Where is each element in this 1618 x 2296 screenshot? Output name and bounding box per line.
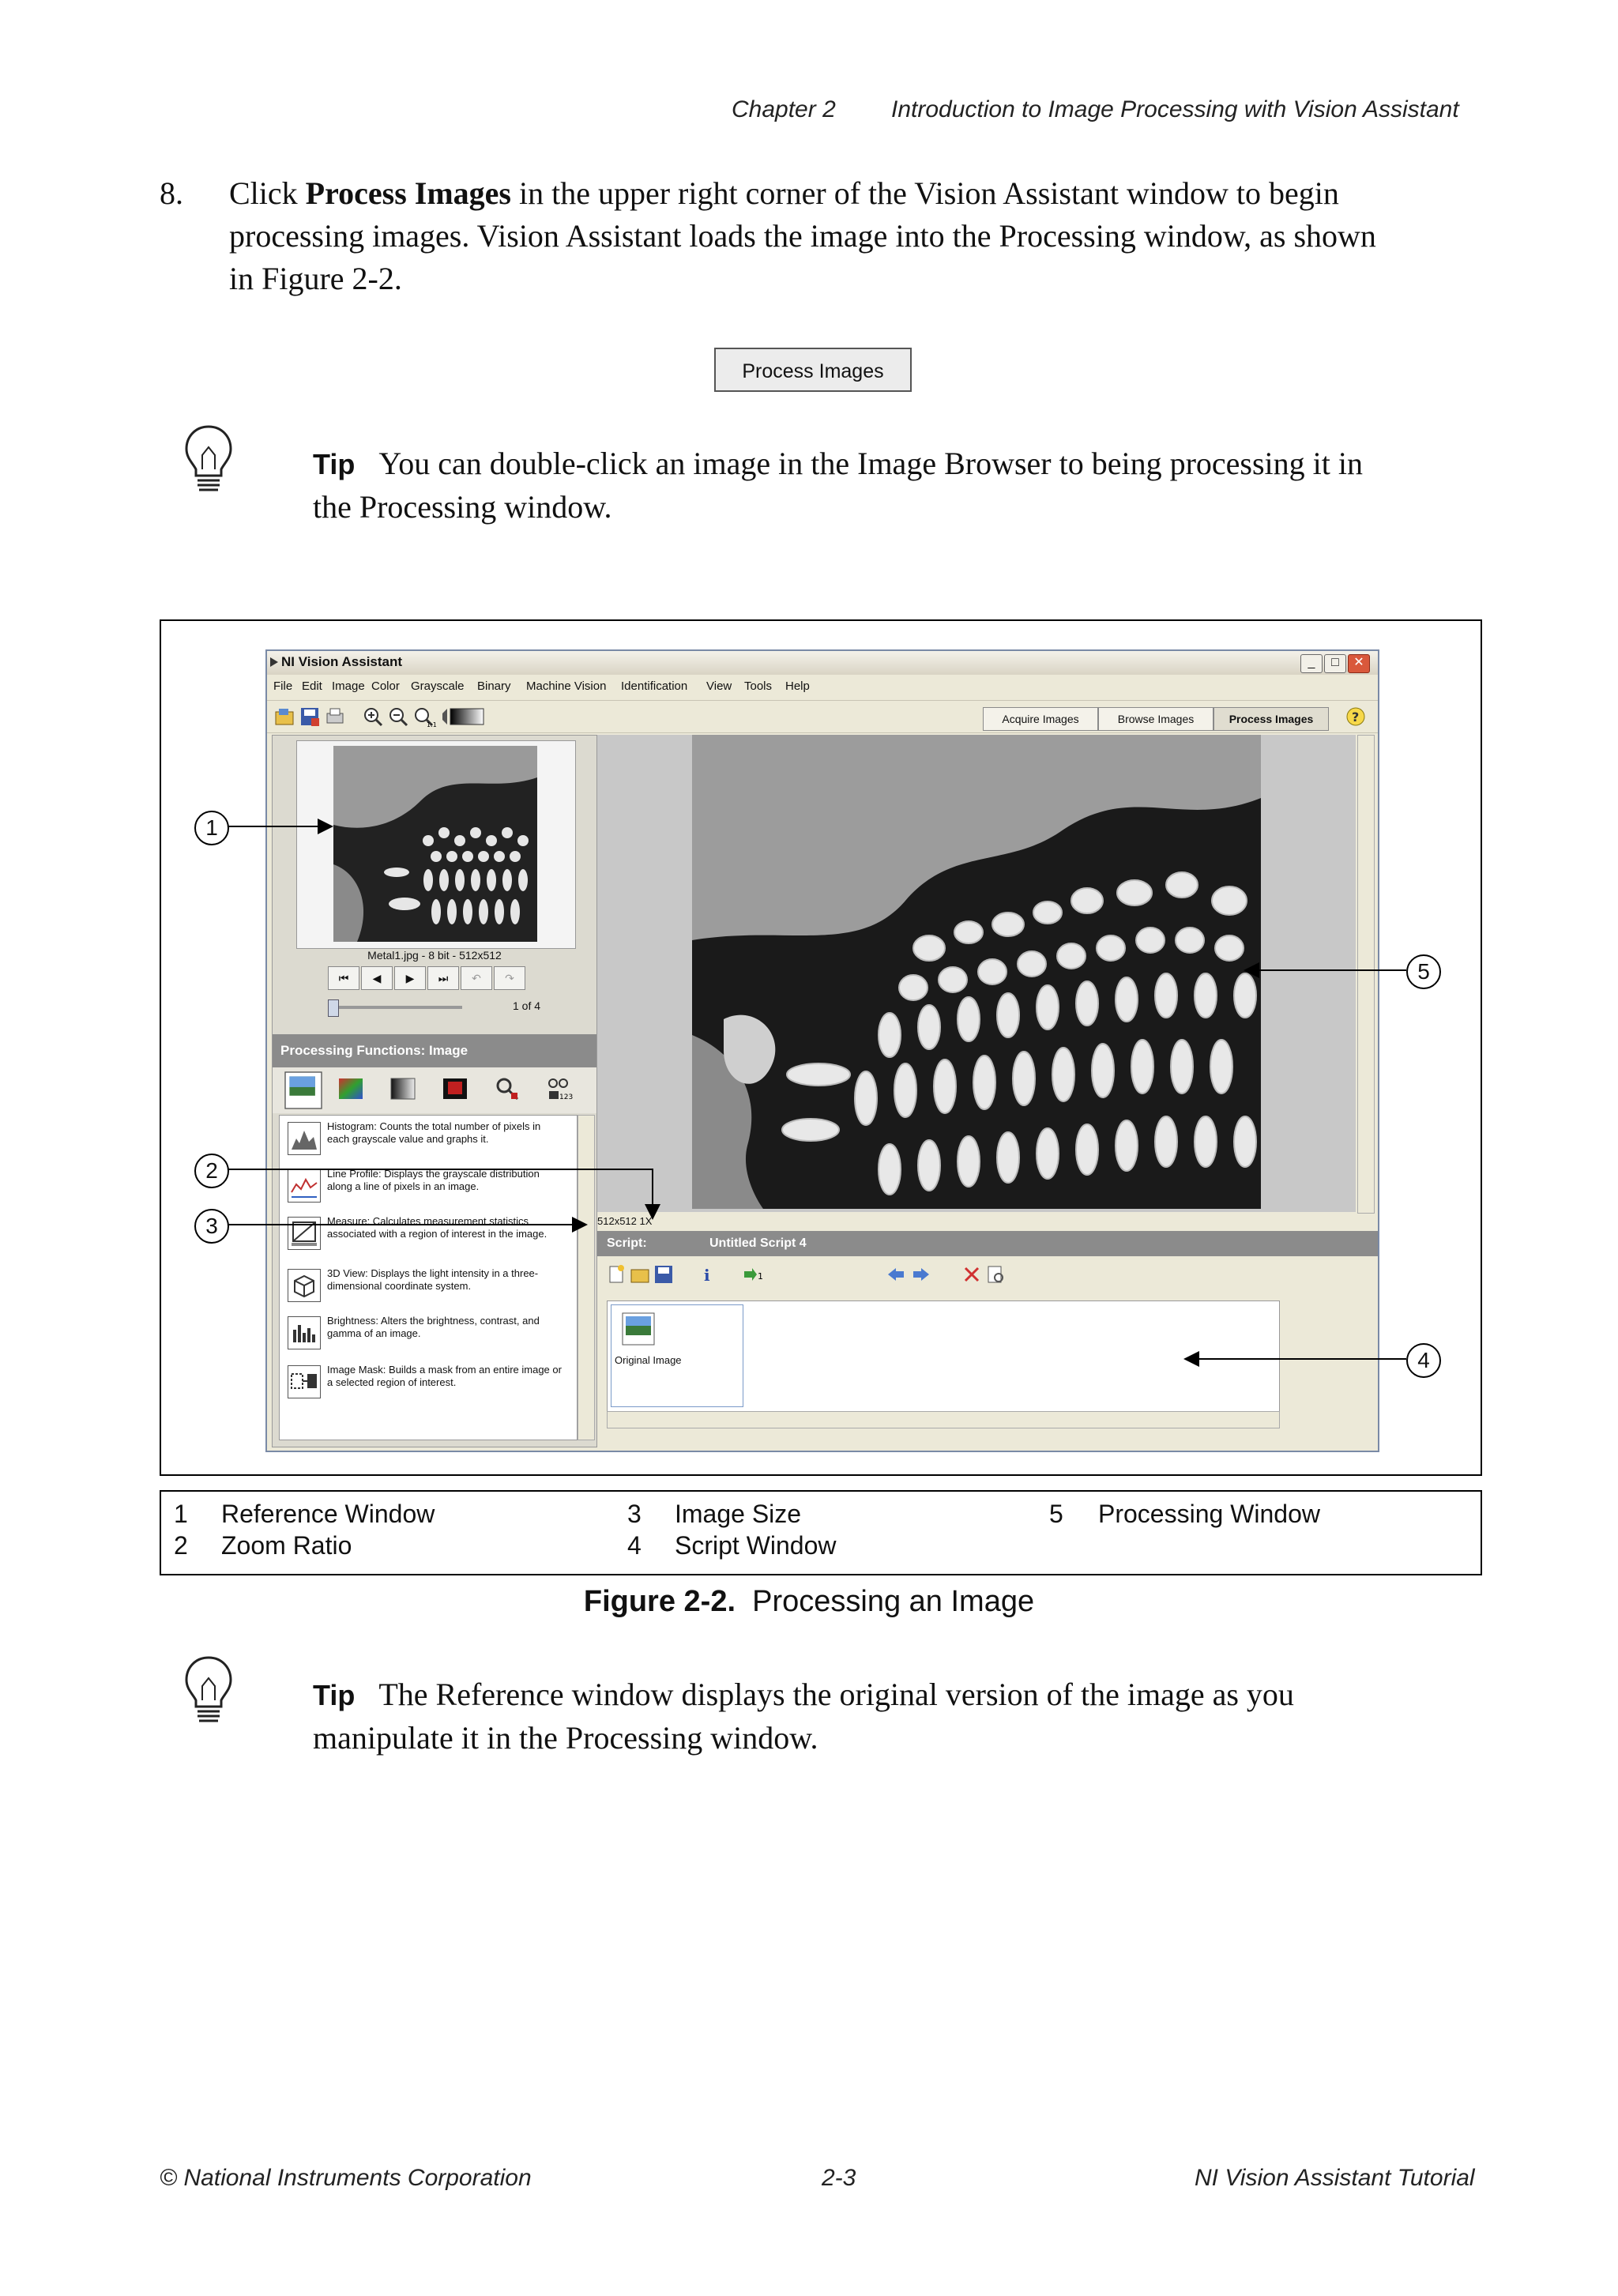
menu-color[interactable]: Color <box>371 679 400 693</box>
reference-caption: Metal1.jpg - 8 bit - 512x512 <box>367 949 502 962</box>
running-header-chapter: Chapter 2 <box>732 96 836 122</box>
svg-text:1: 1 <box>758 1271 763 1282</box>
tip1-line1: You can double-click an image in the Image Browser to being processing it in <box>378 446 1363 481</box>
footer-page-number: 2-3 <box>822 2165 856 2191</box>
legend-text-4: Script Window <box>675 1531 837 1560</box>
figure-caption <box>0 1585 1618 1619</box>
figure-caption-label: Figure 2-2. <box>583 1585 736 1618</box>
svg-text:?: ? <box>1352 710 1360 725</box>
image-counter: 1 of 4 <box>513 999 541 1012</box>
first-image-button[interactable]: ⏮ <box>328 966 359 990</box>
function-text-3d-view: 3D View: Displays the light intensity in a three-dimensional coordinate system. <box>327 1267 539 1292</box>
tip2-text <box>313 1673 1498 1760</box>
svg-text:1:1: 1:1 <box>427 721 437 728</box>
step-bold: Process Images <box>305 175 511 211</box>
redo-button[interactable]: ↷ <box>494 966 525 990</box>
legend-text-5: Processing Window <box>1098 1500 1320 1528</box>
menu-edit[interactable]: Edit <box>302 679 322 693</box>
lightbulb-icon <box>183 1654 234 1730</box>
menu-identification[interactable]: Identification <box>621 679 688 693</box>
script-name: Untitled Script 4 <box>709 1236 807 1250</box>
menu-image[interactable]: Image <box>332 679 365 693</box>
legend-num-3: 3 <box>627 1500 642 1528</box>
menu-view[interactable]: View <box>706 679 732 693</box>
legend-num-4: 4 <box>627 1531 642 1560</box>
process-images-button[interactable]: Process Images <box>714 348 912 392</box>
function-text-image-mask: Image Mask: Builds a mask from an entire image or a selected region of interest. <box>327 1364 562 1388</box>
legend-num-1: 1 <box>174 1500 188 1528</box>
processing-functions-header: Processing Functions: Image <box>273 1034 596 1067</box>
svg-text:123: 123 <box>559 1093 574 1101</box>
callout-5: 5 <box>1406 954 1441 989</box>
tip2-line1: The Reference window displays the original version of the image as you <box>378 1677 1294 1712</box>
step-line2: processing images. Vision Assistant loads the image into the Processing window, as shown <box>229 218 1376 254</box>
callout-2: 2 <box>194 1154 229 1188</box>
legend-num-5: 5 <box>1049 1500 1063 1528</box>
minimize-button[interactable]: _ <box>1300 654 1323 673</box>
tab-acquire-images[interactable]: Acquire Images <box>983 707 1098 731</box>
callout-1: 1 <box>194 811 229 845</box>
last-image-button[interactable]: ⏭ <box>427 966 459 990</box>
callout-3: 3 <box>194 1209 229 1244</box>
menu-file[interactable]: File <box>273 679 293 693</box>
footer-doc-title: NI Vision Assistant Tutorial <box>1195 2165 1475 2191</box>
menu-machine-vision[interactable]: Machine Vision <box>526 679 607 693</box>
image-size-zoom-readout: 512x512 1X <box>597 1215 653 1227</box>
menu-binary[interactable]: Binary <box>477 679 511 693</box>
tip1-label: Tip <box>313 448 356 480</box>
tab-browse-images[interactable]: Browse Images <box>1098 707 1214 731</box>
function-text-histogram: Histogram: Counts the total number of pixels in each grayscale value and graphs it. <box>327 1120 541 1145</box>
step-rest: in the upper right corner of the Vision Assistant window to begin <box>510 175 1339 211</box>
previous-image-button[interactable]: ◀ <box>361 966 393 990</box>
menu-grayscale[interactable]: Grayscale <box>411 679 465 693</box>
undo-button[interactable]: ↶ <box>461 966 492 990</box>
tip1-line2: the Processing window. <box>313 489 612 525</box>
next-image-button[interactable]: ▶ <box>394 966 426 990</box>
legend-text-3: Image Size <box>675 1500 802 1528</box>
step-lead: Click <box>229 175 306 211</box>
callout-4: 4 <box>1406 1343 1441 1378</box>
original-image-label: Original Image <box>615 1354 682 1366</box>
function-text-measure: Measure: Calculates measurement statistics associated with a region of interest in the image. <box>327 1215 547 1240</box>
figure-caption-text: Processing an Image <box>752 1585 1035 1618</box>
svg-text:i: i <box>704 1266 710 1285</box>
legend-text-1: Reference Window <box>221 1500 435 1528</box>
function-text-brightness: Brightness: Alters the brightness, contrast, and gamma of an image. <box>327 1315 540 1339</box>
running-header-title: Introduction to Image Processing with Vision Assistant <box>891 96 1459 122</box>
footer-copyright: © National Instruments Corporation <box>160 2165 532 2191</box>
menu-tools[interactable]: Tools <box>744 679 773 693</box>
legend-num-2: 2 <box>174 1531 188 1560</box>
menu-help[interactable]: Help <box>785 679 810 693</box>
legend-text-2: Zoom Ratio <box>221 1531 352 1560</box>
close-button[interactable]: ✕ <box>1348 654 1370 673</box>
tip2-label: Tip <box>313 1679 356 1711</box>
script-label: Script: <box>607 1236 647 1250</box>
step-number: 8. <box>160 175 183 211</box>
maximize-button[interactable]: □ <box>1324 654 1346 673</box>
figure-legend <box>160 1490 1482 1575</box>
tab-process-images[interactable]: Process Images <box>1214 707 1329 731</box>
step-line3: in Figure 2-2. <box>229 261 402 296</box>
app-title: NI Vision Assistant <box>281 654 403 669</box>
tip2-line2: manipulate it in the Processing window. <box>313 1720 818 1756</box>
function-text-line-profile: Line Profile: Displays the grayscale distribution along a line of pixels in an image. <box>327 1168 540 1192</box>
